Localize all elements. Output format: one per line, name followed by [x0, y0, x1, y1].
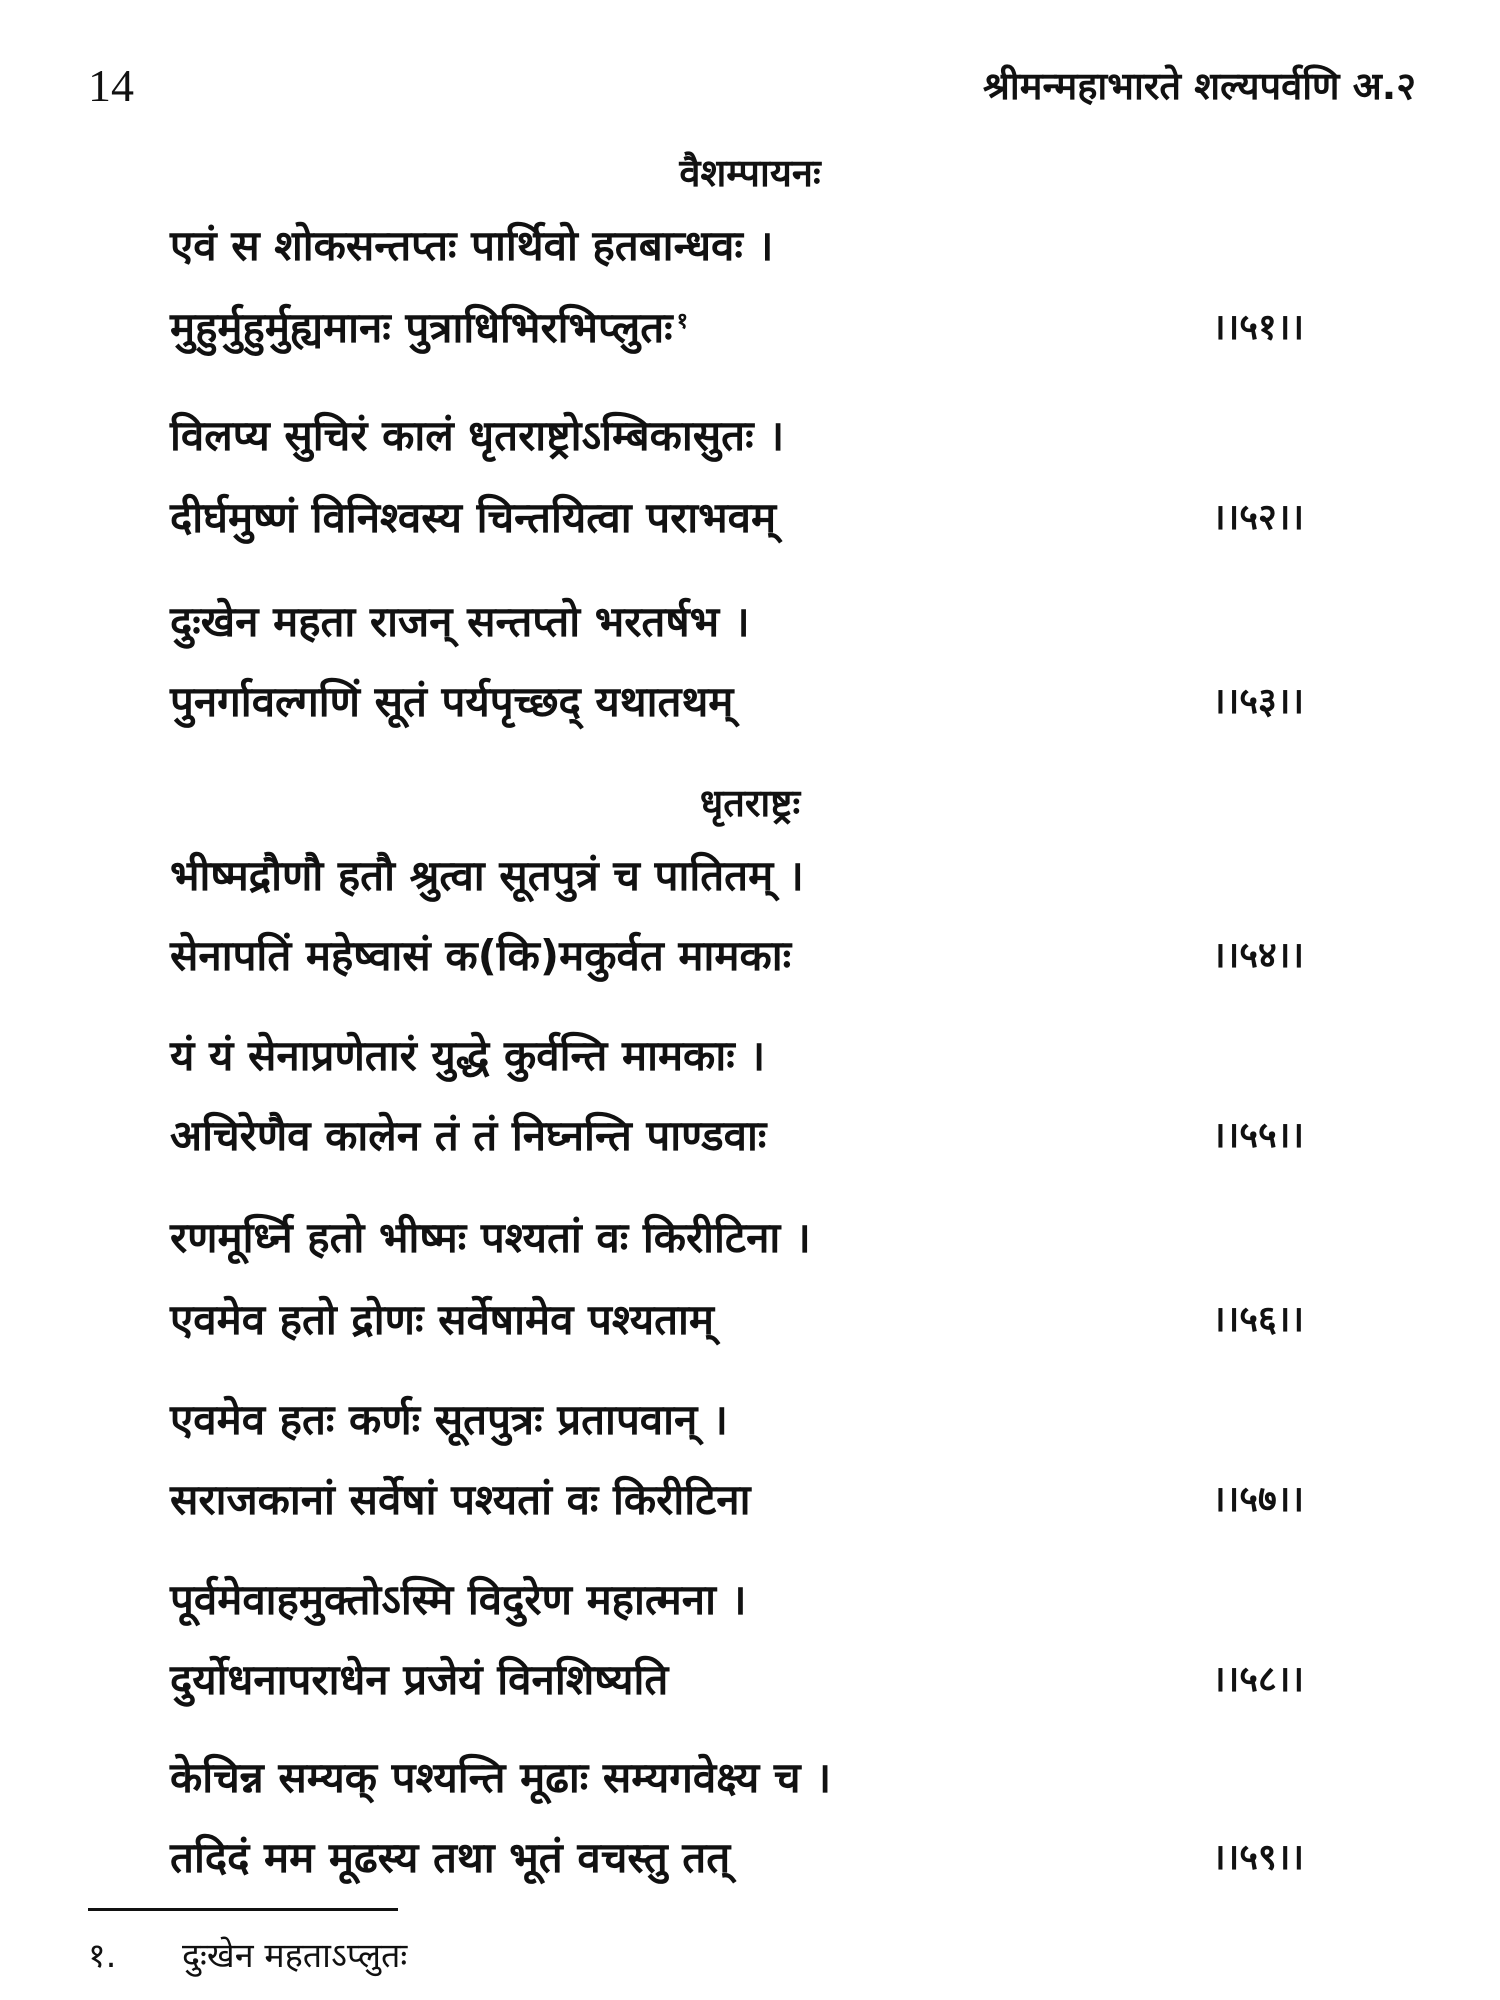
verse-51-line-1: एवं स शोकसन्तप्तः पार्थिवो हतबान्धवः । [170, 221, 774, 270]
verse-58-line-1: पूर्वमेवाहमुक्तोऽस्मि विदुरेण महात्मना । [170, 1575, 747, 1624]
verse-56-line-1: रणमूर्ध्नि हतो भीष्मः पश्यतां वः किरीटिना । [170, 1213, 811, 1262]
verse-number-54: ।।५४।। [1212, 935, 1305, 976]
running-title: श्रीमन्महाभारते शल्यपर्वणि अ.२ [982, 64, 1416, 108]
page-number: 14 [88, 60, 134, 111]
speaker-heading: धृतराष्ट्रः [699, 781, 801, 825]
verse-52-line-2: दीर्घमुष्णं विनिश्वस्य चिन्तयित्वा पराभवम् [170, 493, 777, 542]
verse-57-line-2: सराजकानां सर्वेषां पश्यतां वः किरीटिना [170, 1475, 751, 1524]
verse-number-52: ।।५२।। [1212, 497, 1305, 538]
verse-53-line-2: पुनर्गावल्गणिं सूतं पर्यपृच्छद् यथातथम् [170, 677, 734, 726]
verse-55-line-2: अचिरेणैव कालेन तं तं निघ्नन्ति पाण्डवाः [170, 1111, 767, 1160]
verse-53-line-1: दुःखेन महता राजन् सन्तप्तो भरतर्षभ । [170, 597, 750, 646]
verse-51-line-2-text: मुहुर्मुहुर्मुह्यमानः पुत्राधिभिरभिप्लुतः [170, 303, 673, 352]
verse-number-55: ।।५५।। [1212, 1115, 1305, 1156]
verse-58-line-2: दुर्योधनापराधेन प्रजेयं विनशिष्यति [170, 1655, 669, 1704]
verse-number-51: ।।५१।। [1212, 307, 1305, 348]
verse-57-line-1: एवमेव हतः कर्णः सूतपुत्रः प्रतापवान् । [170, 1395, 728, 1444]
verse-59-line-2: तदिदं मम मूढस्य तथा भूतं वचस्तु तत् [170, 1833, 731, 1882]
footnote-reference: १ [676, 309, 689, 334]
verse-number-56: ।।५६।। [1212, 1299, 1305, 1340]
verse-number-53: ।।५३।। [1212, 681, 1305, 722]
verse-54-line-2: सेनापतिं महेष्वासं क(कि)मकुर्वत मामकाः [170, 931, 792, 980]
verse-number-58: ।।५८।। [1212, 1659, 1305, 1700]
verse-54-line-1: भीष्मद्रौणौ हतौ श्रुत्वा सूतपुत्रं च पातितम् । [170, 851, 804, 900]
footnote-rule [88, 1908, 398, 1911]
verse-59-line-1: केचिन्न सम्यक् पश्यन्ति मूढाः सम्यगवेक्ष्य च । [170, 1753, 832, 1802]
verse-number-57: ।।५७।। [1212, 1479, 1305, 1520]
verse-55-line-1: यं यं सेनाप्रणेतारं युद्धे कुर्वन्ति मामकाः । [170, 1031, 766, 1080]
speaker-heading: वैशम्पायनः [679, 151, 821, 195]
footnote-text: दुःखेन महताऽप्लुतः [182, 1936, 408, 1976]
verse-52-line-1: विलप्य सुचिरं कालं धृतराष्ट्रोऽम्बिकासुतः । [170, 411, 785, 460]
footnote-marker: १. [88, 1936, 117, 1976]
verse-number-59: ।।५९।। [1212, 1837, 1305, 1878]
verse-51-line-2 [170, 300, 1370, 356]
verse-56-line-2: एवमेव हतो द्रोणः सर्वेषामेव पश्यताम् [170, 1295, 715, 1344]
